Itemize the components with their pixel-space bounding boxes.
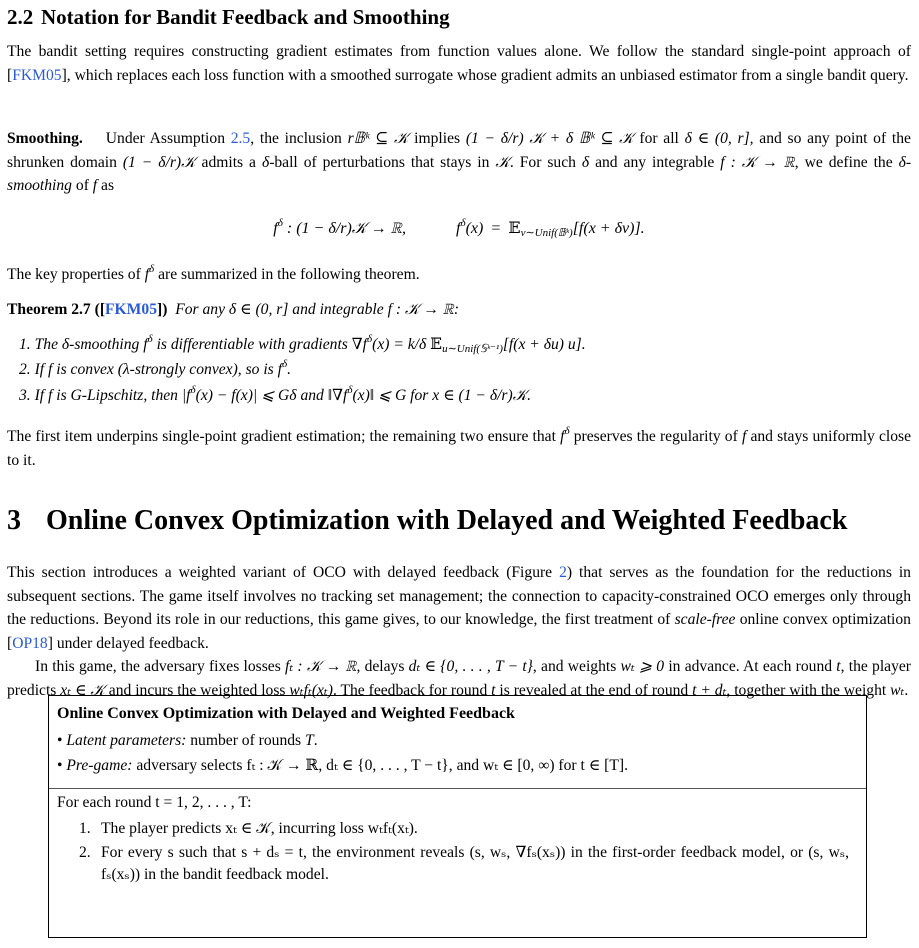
math-inline: δ ∈ (0, r],	[684, 130, 754, 147]
item-text: 1. The δ-smoothing f	[19, 336, 148, 353]
smoothing-text: , the inclusion	[250, 130, 342, 147]
text: in advance. At each round	[668, 658, 833, 675]
text: number of rounds	[186, 732, 306, 749]
math-inline: xₜ ∈ 𝒦	[60, 681, 105, 699]
display-equation-smoothing	[7, 218, 911, 238]
figure-title: Online Convex Optimization with Delayed and Weighted Feedback	[57, 705, 515, 722]
math-inline: T	[305, 732, 314, 749]
smoothing-text: and any integrable	[595, 153, 715, 171]
text: The first item underpins single-point gradient estimation; the remaining two ensure that	[7, 428, 556, 445]
step-text: For every s such that s + dₛ = t, the environment reveals (s, wₛ, ∇fₛ(xₛ)) in the first-order feedback model, or (s, wₛ, fₛ(xₛ)) in the bandit feedback model.	[101, 844, 849, 883]
step-text: The player predicts xₜ ∈ 𝒦, incurring loss wₜfₜ(xₜ).	[101, 820, 418, 837]
math-inline: f	[741, 428, 747, 445]
step-2	[79, 842, 849, 886]
label: Latent parameters:	[66, 732, 187, 749]
text: and stays uniformly close to it.	[7, 428, 912, 469]
smoothing-term: -smoothing	[7, 153, 912, 194]
text: , together with the weight	[726, 681, 887, 699]
math: f	[273, 220, 278, 237]
step-number: 2.	[79, 844, 91, 861]
math-sup: δ	[564, 425, 570, 437]
item-text: (x) − f(x)| ⩽ Gδ and ‖∇f	[195, 387, 348, 404]
math-inline: t	[491, 681, 496, 699]
pre-game-line	[57, 756, 628, 775]
math-inline: t	[836, 658, 841, 675]
text: preserves the regularity of	[573, 428, 738, 445]
math-inline: δ	[261, 153, 270, 171]
theorem-label-end: ])	[157, 301, 168, 318]
theorem-statement: For any δ ∈ (0, r] and integrable f : 𝒦 → ℝ:	[175, 301, 460, 318]
math-inline: t + dₜ	[692, 681, 727, 699]
theorem-label: Theorem 2.7 ([	[7, 301, 106, 318]
math-inline: 𝒦	[495, 153, 510, 171]
smoothing-text: . For such	[509, 153, 576, 171]
smoothing-paragraph	[7, 127, 911, 198]
math-inline: fₜ : 𝒦 → ℝ	[285, 658, 357, 675]
math-sup: δ	[149, 263, 155, 275]
item-text: (x) =	[372, 336, 408, 353]
smoothing-text: , we define the	[794, 153, 893, 171]
bullet-icon: •	[57, 757, 63, 774]
math-inline: wₜfₜ(xₜ)	[289, 681, 333, 699]
citation-link-op18[interactable]: OP18	[12, 634, 48, 652]
item-text: is differentiable with gradients ∇f	[152, 336, 367, 353]
latent-parameters-line	[57, 732, 318, 750]
figure-link-2[interactable]: 2	[559, 564, 567, 581]
math-sup: δ	[367, 333, 373, 345]
math-sup: δ	[147, 333, 153, 345]
intro-paragraph	[7, 40, 911, 87]
item-text: 2. If f is convex (λ-strongly convex), so is f	[19, 361, 282, 378]
math-inline: dₜ ∈ {0, . . . , T − t}	[408, 658, 533, 675]
step-number: 1.	[79, 820, 91, 837]
after-theorem-paragraph	[7, 425, 911, 472]
math-inline: wₜ	[890, 681, 905, 699]
theorem-item-1	[19, 335, 586, 354]
fraction: k/δ	[407, 336, 427, 353]
text: The key properties of	[7, 266, 141, 283]
math-sup: δ	[347, 384, 353, 396]
theorem-2-7	[7, 300, 911, 319]
math: =	[491, 220, 501, 237]
math: 𝔼	[508, 220, 521, 237]
item-text: (x)‖ ⩽ G for x ∈ (1 − δ/r)𝒦.	[352, 387, 532, 404]
intro-text-2: ], which replaces each loss function with a smoothed surrogate whose gradient admits an unbiased estimator from a single bandit query.	[61, 66, 909, 84]
assumption-link-2-5[interactable]: 2.5	[230, 130, 251, 147]
smoothing-text: for all	[639, 130, 679, 147]
theorem-item-2	[19, 358, 291, 379]
smoothing-text: admits a	[201, 153, 256, 171]
section-number: 3	[7, 505, 21, 536]
math-inline: δ	[581, 153, 590, 171]
smoothing-text: implies	[414, 130, 461, 147]
label: Pre-game:	[66, 757, 133, 774]
text: .	[904, 681, 909, 699]
item-text: .	[287, 361, 291, 378]
text: adversary selects fₜ : 𝒦 → ℝ, dₜ ∈ {0, . . . , T − t}, and wₜ ∈ [0, ∞) for t ∈ [T].	[132, 757, 628, 774]
math-inline: (1 − δ/r)𝒦	[122, 153, 196, 171]
key-properties-sentence	[7, 263, 911, 287]
smoothing-text: and so any point of the shrunken domain	[7, 130, 911, 171]
smoothing-heading: Smoothing.	[7, 130, 83, 147]
math-sub: v∼Unif(𝔹ᵏ)	[520, 227, 573, 239]
math-sup: δ	[190, 384, 196, 396]
math: [f(x + δv)].	[572, 220, 645, 237]
emphasis: scale-free	[674, 611, 736, 628]
text: , the player predicts	[7, 658, 911, 699]
round-loop-line: For each round t = 1, 2, . . . , T:	[57, 794, 252, 811]
math-sup: δ	[281, 358, 288, 370]
math-inline: δ	[898, 153, 906, 171]
text: is revealed at the end of round	[499, 681, 689, 699]
math: 𝔼	[426, 336, 443, 353]
smoothing-text: Under Assumption	[105, 130, 231, 147]
item-text: 3. If f is G-Lipschitz, then |f	[19, 387, 191, 404]
math-inline: f	[144, 266, 150, 283]
math-inline: (1 − δ/r) 𝒦 + δ 𝔹ᵏ ⊆ 𝒦	[465, 130, 634, 147]
section3-paragraph-1	[7, 561, 911, 655]
section-heading-2-2	[7, 5, 450, 30]
item-text: [f(x + δu) u].	[502, 336, 586, 353]
theorem-item-3	[19, 386, 531, 405]
text: , and weights	[532, 658, 617, 675]
step-1	[79, 818, 849, 840]
text: , delays	[356, 658, 405, 675]
smoothing-text: of	[75, 177, 89, 194]
smoothing-text: -ball of perturbations that stays in	[269, 153, 490, 171]
math-sup: δ	[277, 217, 283, 229]
intro-text-1: The bandit setting requires constructing gradient estimates from function values alone. We follow the standard single-point approach of [	[7, 43, 911, 84]
math: : (1 − δ/r)𝒦 → ℝ,	[286, 220, 406, 237]
section-number: 2.2	[7, 5, 34, 29]
math-sub: u∼Unif(𝕊ᵏ⁻¹)	[442, 343, 503, 355]
math-inline: f	[92, 177, 98, 194]
divider	[49, 788, 866, 789]
math: (x)	[465, 220, 484, 237]
section-title: Notation for Bandit Feedback and Smoothing	[41, 5, 450, 29]
text: .	[313, 732, 318, 749]
text: In this game, the adversary fixes losses	[35, 658, 281, 675]
section-title: Online Convex Optimization with Delayed and Weighted Feedback	[46, 505, 848, 536]
figure-2-protocol-box	[48, 695, 867, 938]
text: ] under delayed feedback.	[47, 634, 209, 652]
text: online convex optimization [	[7, 611, 911, 652]
math-inline: wₜ ⩾ 0	[620, 658, 665, 675]
text: ) that serves as the foundation for the reductions in subsequent sections. The game itself involves no tracking set management; the connection to capacity-constrained OCO emerges only through the reductions. Beyond its role in our reductions, this game gives, to our knowledge, the first treatment of	[7, 564, 911, 628]
citation-link-fkm05[interactable]: FKM05	[12, 66, 62, 84]
text: and incurs the weighted loss	[108, 681, 286, 699]
math-sup: δ	[460, 217, 466, 229]
smoothing-text: as	[101, 177, 115, 194]
math-inline: f : 𝒦 → ℝ	[720, 153, 795, 171]
text: are summarized in the following theorem.	[158, 266, 420, 283]
section-heading-3	[7, 505, 847, 537]
math-inline: f	[560, 428, 565, 445]
bullet-icon: •	[57, 732, 63, 749]
math-inline: r𝔹ᵏ ⊆ 𝒦	[347, 130, 409, 147]
math: f	[455, 220, 461, 237]
citation-link-fkm05[interactable]: FKM05	[105, 301, 157, 318]
text: This section introduces a weighted variant of OCO with delayed feedback (Figure	[7, 564, 560, 581]
text: . The feedback for round	[332, 681, 488, 699]
